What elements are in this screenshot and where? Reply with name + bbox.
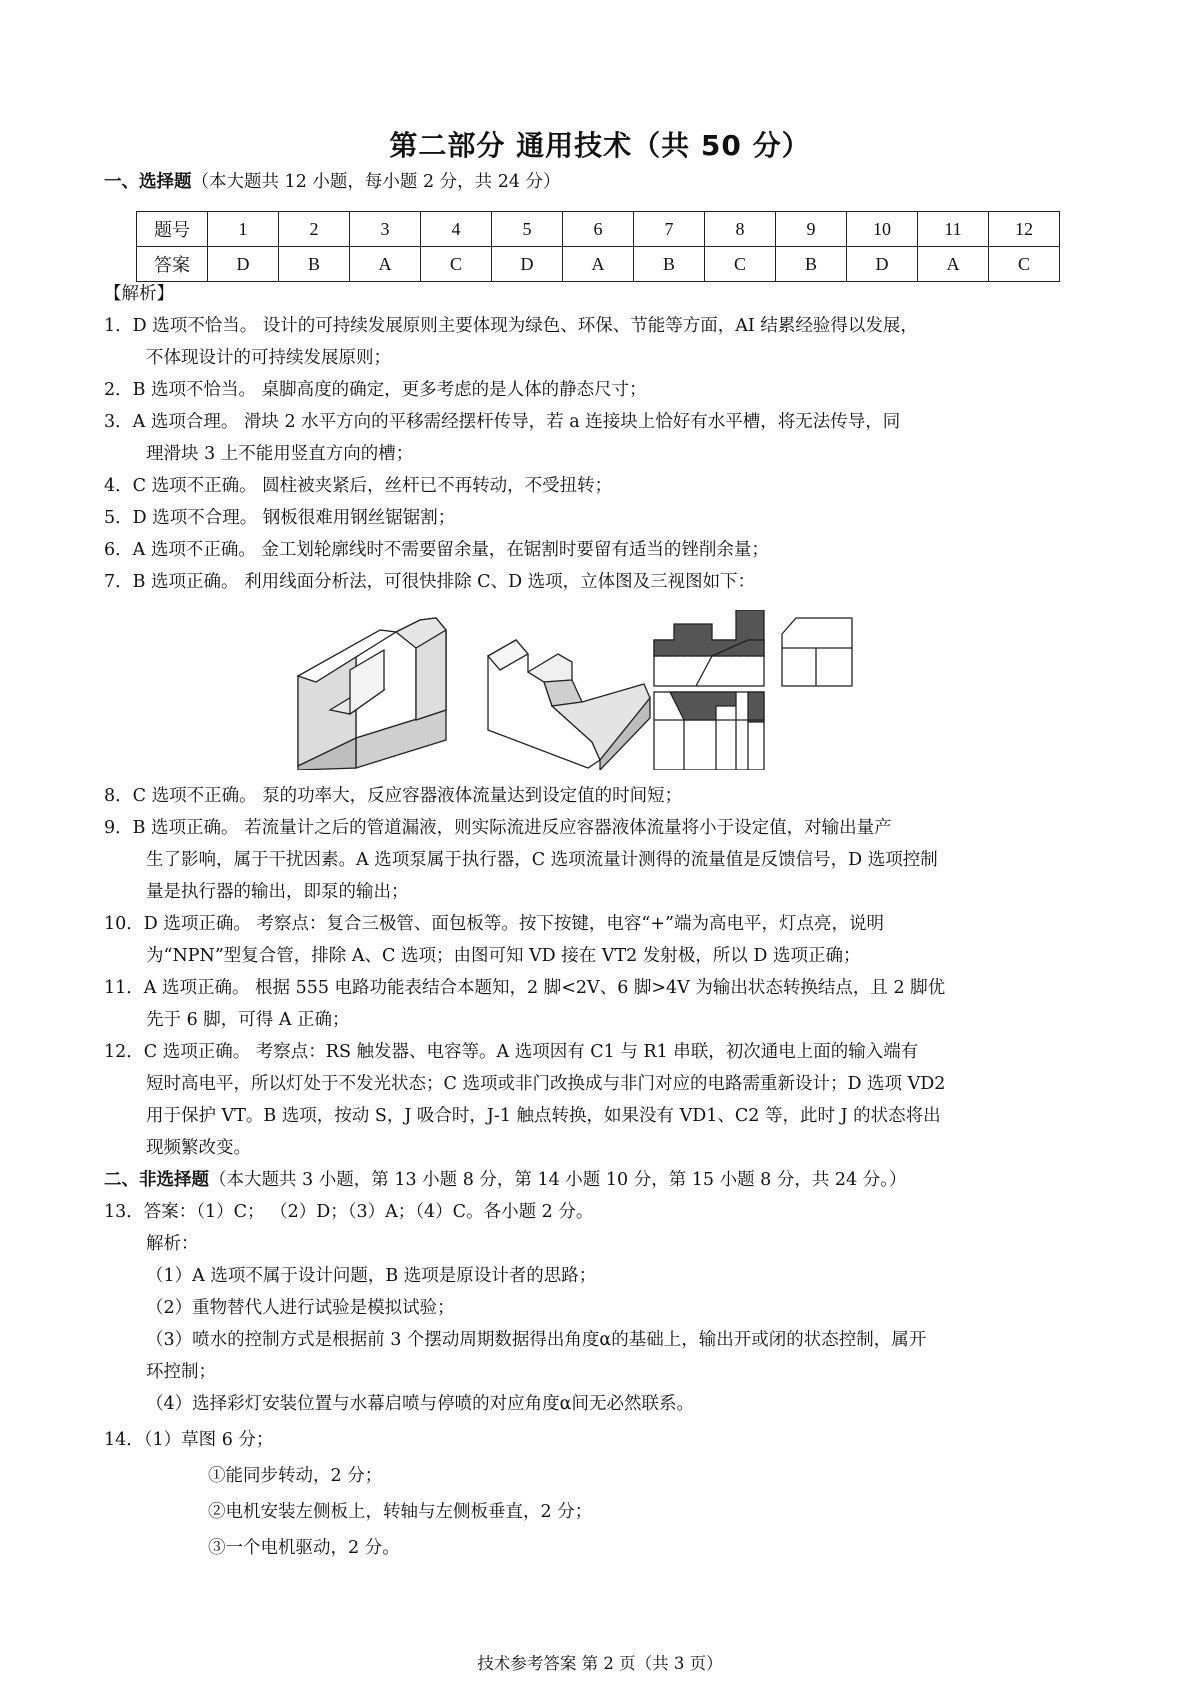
section2-note: （本大题共 3 小题，第 13 小题 8 分，第 14 小题 10 分，第 15 小题 8 分，共 24 分。）	[209, 1170, 907, 1190]
answer-cell: B	[634, 247, 705, 282]
analysis-line-q7: 7．B 选项正确。 利用线面分析法，可很快排除 C、D 选项，立体图及三视图如下：	[104, 572, 756, 592]
question-number: 10	[847, 212, 918, 247]
section2-heading: 二、非选择题	[104, 1170, 209, 1190]
analysis-line-q8: 8．C 选项不正确。 泵的功率大，反应容器液体流量达到设定值的时间短；	[104, 786, 683, 806]
analysis-line-q11-cont: 先于 6 脚，可得 A 正确；	[146, 1010, 350, 1030]
question-number: 1	[208, 212, 279, 247]
answer-cell: C	[421, 247, 492, 282]
section2-heading-line	[104, 1168, 907, 1192]
question-number: 7	[634, 212, 705, 247]
answer-cell: B	[279, 247, 350, 282]
analysis-line-q5: 5．D 选项不合理。 钢板很难用钢丝锯锯割；	[104, 508, 456, 528]
q14-head: 14．（1）草图 6 分；	[104, 1430, 274, 1450]
analysis-line-q9-cont: 量是执行器的输出，即泵的输出；	[146, 882, 409, 902]
section1-heading: 一、选择题	[104, 172, 192, 192]
q13-item-cont: 环控制；	[146, 1362, 216, 1382]
page-footer: 技术参考答案 第 2 页（共 3 页）	[477, 1654, 723, 1673]
analysis-line-q11: 11．A 选项正确。 根据 555 电路功能表结合本题知，2 脚<2V、6 脚>4V 为输出状态转换结点，且 2 脚优	[104, 978, 946, 998]
analysis-line-q2: 2．B 选项不恰当。 桌脚高度的确定，更多考虑的是人体的静态尺寸；	[104, 380, 647, 400]
row-label-answer: 答案	[137, 247, 208, 282]
answer-cell: D	[847, 247, 918, 282]
answer-cell: D	[492, 247, 563, 282]
analysis-line-q4: 4．C 选项不正确。 圆柱被夹紧后，丝杆已不再转动，不受扭转；	[104, 476, 613, 496]
analysis-line-q9-cont: 生了影响，属于干扰因素。A 选项泵属于执行器，C 选项流量计测得的流量值是反馈信号，D 选项控制	[146, 850, 938, 870]
q14-item: ①能同步转动，2 分；	[208, 1466, 383, 1486]
question-number: 6	[563, 212, 634, 247]
top-view	[654, 692, 764, 770]
question-number: 4	[421, 212, 492, 247]
question-number: 9	[776, 212, 847, 247]
analysis-line-q1: 1．D 选项不恰当。 设计的可持续发展原则主要体现为绿色、环保、节能等方面，AI 结累经验得以发展，	[104, 316, 918, 336]
answer-cell: D	[208, 247, 279, 282]
side-view	[782, 618, 852, 686]
section1-heading-line	[104, 170, 561, 194]
q13-answer: 13．答案：（1）C； （2）D；（3）A；（4）C。各小题 2 分。	[104, 1202, 594, 1222]
answer-cell: A	[918, 247, 989, 282]
section1-note: （本大题共 12 小题，每小题 2 分，共 24 分）	[191, 172, 561, 192]
answer-cell: A	[563, 247, 634, 282]
q14-item: ③一个电机驱动，2 分。	[208, 1538, 400, 1558]
analysis-line-q3-cont: 理滑块 3 上不能用竖直方向的槽；	[146, 444, 414, 464]
isometric-solid-middle	[488, 640, 650, 770]
isometric-solid-left	[298, 618, 446, 770]
answer-table-answer-row	[137, 247, 1060, 282]
analysis-line-q12-cont: 现频繁改变。	[146, 1138, 251, 1158]
question-number: 8	[705, 212, 776, 247]
q13-analysis-label: 解析：	[146, 1234, 199, 1254]
analysis-label: 【解析】	[104, 284, 174, 304]
answer-cell: B	[776, 247, 847, 282]
answer-table	[136, 211, 1060, 282]
page-title: 第二部分 通用技术（共 50 分）	[389, 129, 811, 162]
analysis-line-q9: 9．B 选项正确。 若流量计之后的管道漏液，则实际流进反应容器液体流量将小于设定值，对输出量产	[104, 818, 892, 838]
answer-cell: C	[989, 247, 1060, 282]
answer-cell: A	[350, 247, 421, 282]
question-number: 3	[350, 212, 421, 247]
q13-item: （2）重物替代人进行试验是模拟试验；	[146, 1298, 455, 1318]
analysis-line-q10-cont: 为“NPN”型复合管，排除 A、C 选项；由图可知 VD 接在 VT2 发射极，所以 D 选项正确；	[146, 946, 861, 966]
q7-figure	[296, 610, 856, 770]
question-number: 11	[918, 212, 989, 247]
question-number: 5	[492, 212, 563, 247]
q14-item: ②电机安装左侧板上，转轴与左侧板垂直，2 分；	[208, 1502, 593, 1522]
analysis-line-q10: 10．D 选项正确。 考察点：复合三极管、面包板等。按下按键，电容“+”端为高电平，灯点亮，说明	[104, 914, 884, 934]
q13-item: （3）喷水的控制方式是根据前 3 个摆动周期数据得出角度α的基础上，输出开或闭的状态控制，属开	[146, 1330, 927, 1350]
question-number: 2	[279, 212, 350, 247]
q13-item: （1）A 选项不属于设计问题，B 选项是原设计者的思路；	[146, 1266, 597, 1286]
question-number: 12	[989, 212, 1060, 247]
analysis-line-q12-cont: 短时高电平，所以灯处于不发光状态；C 选项或非门改换成与非门对应的电路需重新设计；D 选项 VD2	[146, 1074, 946, 1094]
analysis-line-q3: 3．A 选项合理。 滑块 2 水平方向的平移需经摆杆传导，若 a 连接块上恰好有水平槽，将无法传导，同	[104, 412, 901, 432]
analysis-line-q1-cont: 不体现设计的可持续发展原则；	[146, 348, 391, 368]
analysis-line-q12-cont: 用于保护 VT。B 选项，按动 S，J 吸合时，J-1 触点转换，如果没有 VD1、C2 等，此时 J 的状态将出	[146, 1106, 941, 1126]
analysis-line-q6: 6．A 选项不正确。 金工划轮廓线时不需要留余量，在锯割时要留有适当的锉削余量；	[104, 540, 769, 560]
answer-table-number-row	[137, 212, 1060, 247]
answer-cell: C	[705, 247, 776, 282]
row-label-number: 题号	[137, 212, 208, 247]
q13-item: （4）选择彩灯安装位置与水幕启喷与停喷的对应角度α间无必然联系。	[146, 1394, 694, 1414]
analysis-line-q12: 12．C 选项正确。 考察点：RS 触发器、电容等。A 选项因有 C1 与 R1 串联，初次通电上面的输入端有	[104, 1042, 919, 1062]
front-view	[654, 610, 764, 686]
